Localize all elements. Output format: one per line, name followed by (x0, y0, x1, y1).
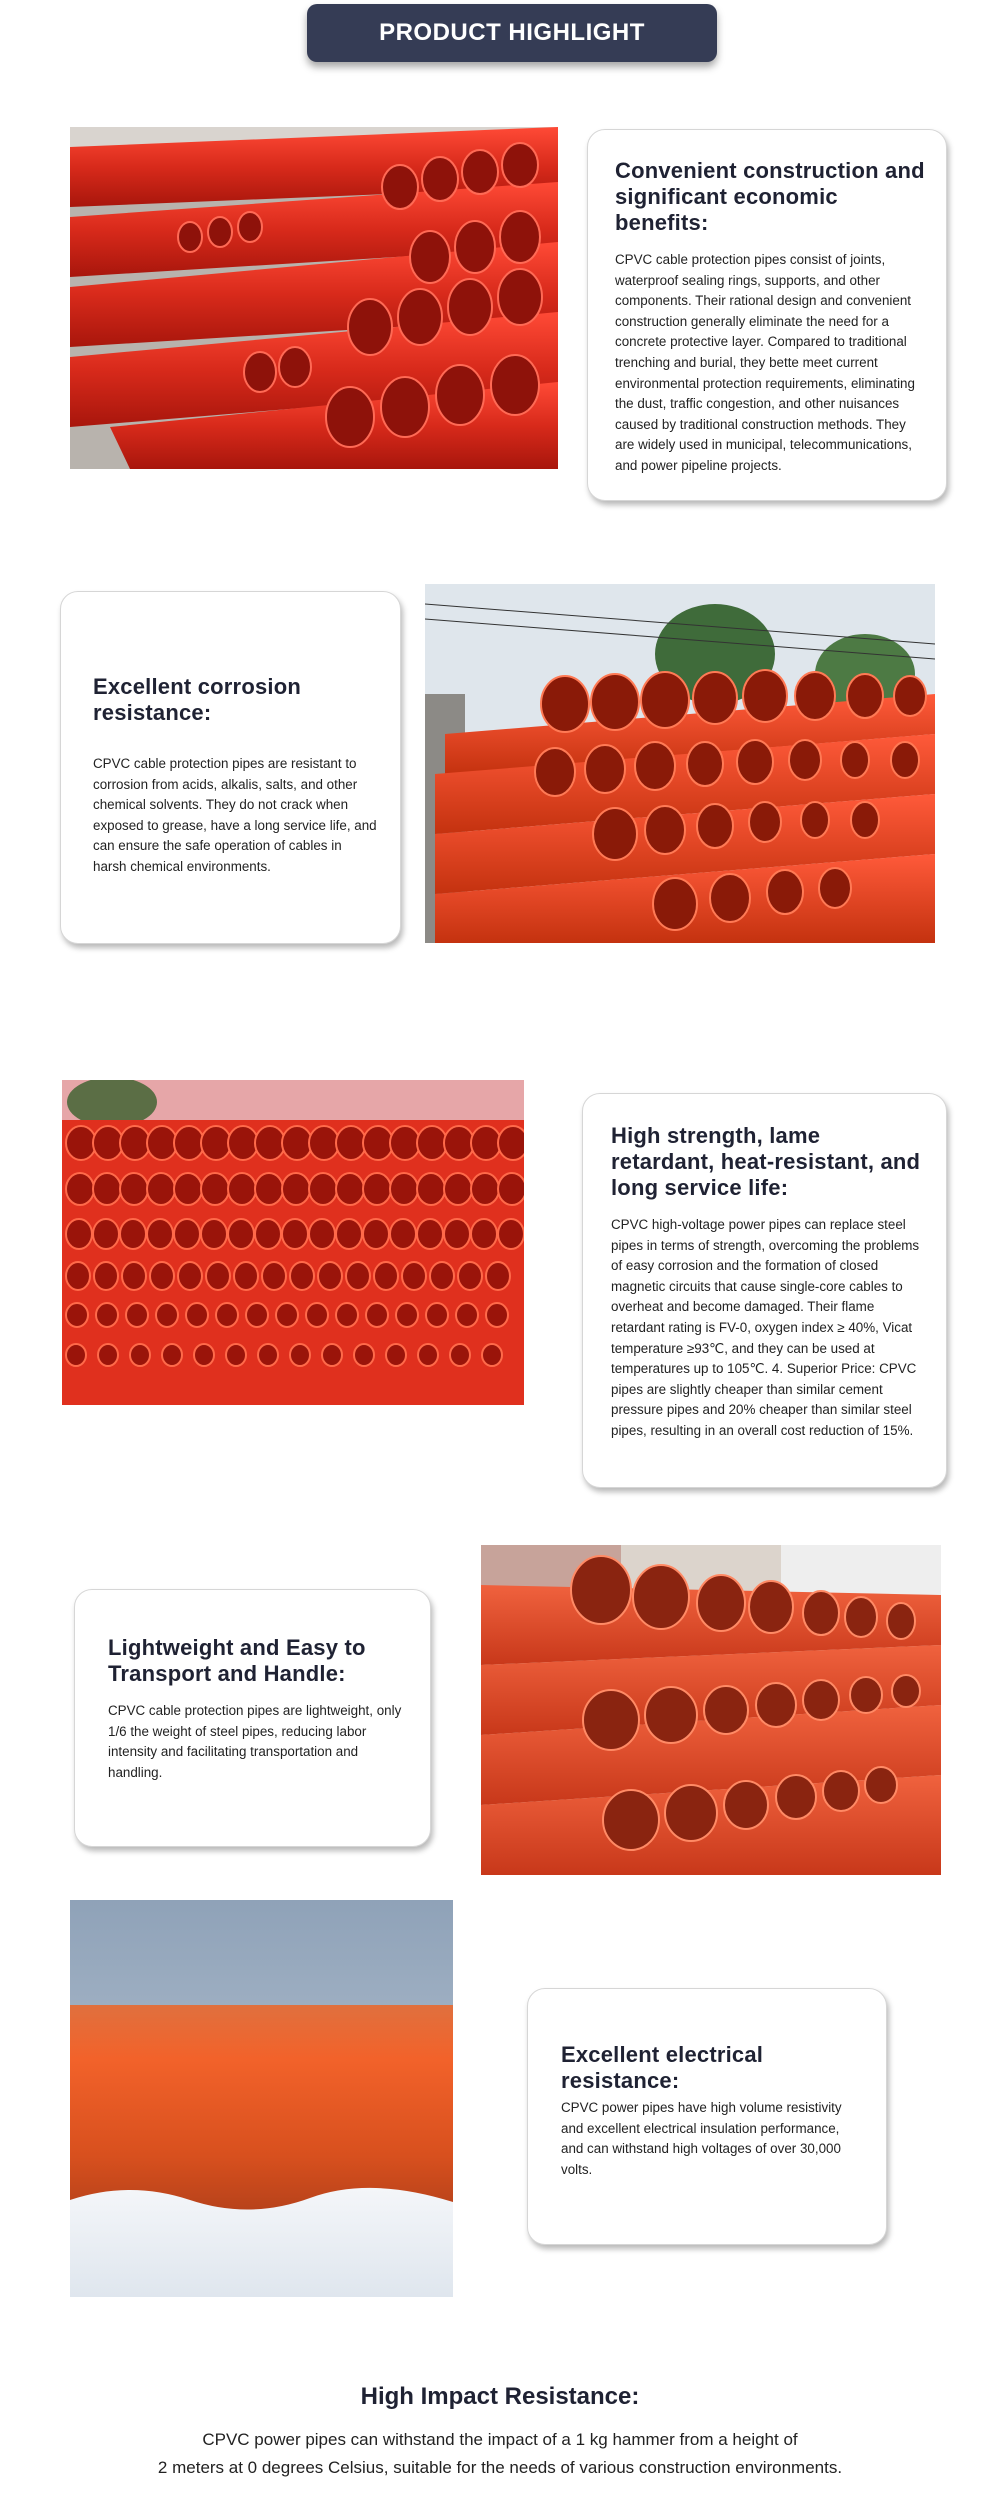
header-title: PRODUCT HIGHLIGHT (379, 19, 645, 46)
feature-card-strength (582, 1093, 947, 1488)
feature-card-lightweight (74, 1589, 431, 1847)
feature-body: CPVC cable protection pipes consist of joints, waterproof sealing rings, supports, and other components. Their rational design and convenient construction generally eliminate the need for a concrete protective layer. Compared to traditional trenching and burial, they bette meet current environmental protection requirements, eliminating the dust, traffic congestion, and other nuisances caused by traditional construction methods. They are widely used in municipal, telecommunications, and power pipeline projects. (615, 252, 915, 473)
impact-resistance-title: High Impact Resistance: (360, 2383, 640, 2410)
feature-card-construction (587, 129, 947, 501)
feature-title: Excellent corrosion resistance: (93, 674, 301, 725)
feature-card-corrosion (60, 591, 401, 944)
impact-resistance-text (120, 2426, 880, 2482)
photo-pipe-stack-1 (70, 127, 558, 469)
feature-title: Convenient construction and significant economic benefits: (615, 158, 925, 235)
feature-title: High strength, lame retardant, heat-resistant, and long service life: (611, 1123, 921, 1200)
photo-pipe-stack-2 (425, 584, 935, 943)
impact-line-1: CPVC power pipes can withstand the impact of a 1 kg hammer from a height of (202, 2430, 798, 2449)
feature-body: CPVC cable protection pipes are resistant to corrosion from acids, alkalis, salts, and other chemical solvents. They do not crack when exposed to grease, have a long service life, and can ensure the safe operation of cables in harsh chemical environments. (93, 756, 377, 874)
feature-title: Lightweight and Easy to Transport and Handle: (108, 1635, 366, 1686)
feature-title: Excellent electrical resistance: (561, 2042, 764, 2093)
impact-line-2: 2 meters at 0 degrees Celsius, suitable for the needs of various construction environments. (157, 2458, 843, 2477)
product-highlight-header (307, 4, 717, 62)
photo-pipe-closeup (70, 1900, 453, 2297)
photo-pipe-stack-4 (481, 1545, 941, 1875)
photo-pipe-stack-3 (62, 1080, 524, 1405)
feature-body: CPVC high-voltage power pipes can replace steel pipes in terms of strength, overcoming the problems of easy corrosion and the formation of closed magnetic circuits that cause single-core cables to overheat and become damaged. Their flame retardant rating is FV-0, oxygen index ≥ 40%, Vicat temperature ≥93℃, and they can be used at temperatures up to 105℃. 4. Superior Price: CPVC pipes are slightly cheaper than similar cement pressure pipes and 20% cheaper than similar steel pipes, resulting in an overall cost reduction of 15%. (611, 1217, 920, 1438)
feature-body: CPVC cable protection pipes are lightweight, only 1/6 the weight of steel pipes, reducing labor intensity and facilitating transportation and handling. (108, 1703, 402, 1780)
feature-card-electrical (527, 1988, 887, 2245)
feature-body: CPVC power pipes have high volume resistivity and excellent electrical insulation performance, and can withstand high voltages of over 30,000 volts. (561, 2100, 842, 2177)
